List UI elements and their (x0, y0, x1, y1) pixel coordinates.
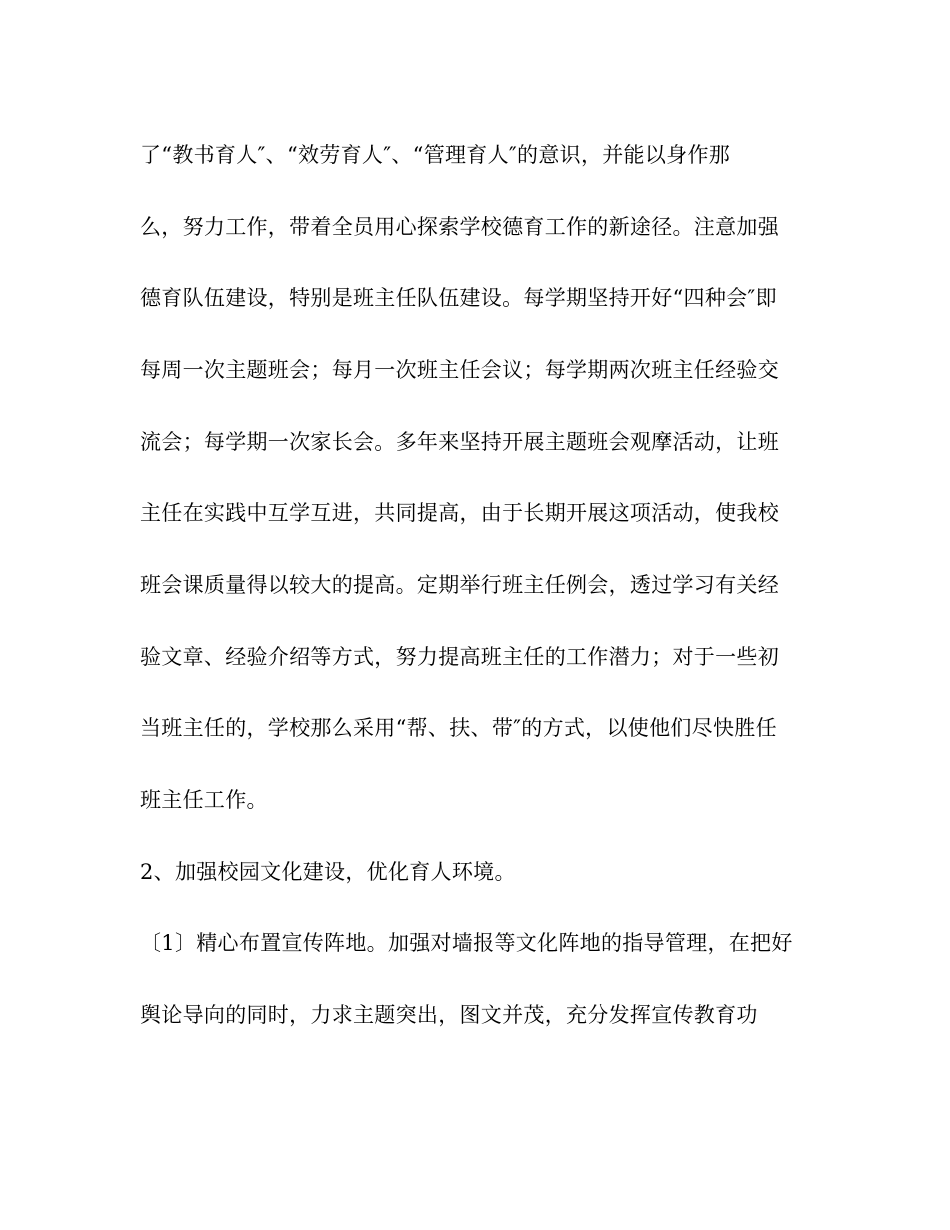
text-line-1: 了“教书育人″、“效劳育人″、“管理育人″的意识，并能以身作那 (140, 143, 731, 167)
text-line-2: 么，努力工作，带着全员用心探索学校德育工作的新途径。注意加强 (140, 215, 779, 239)
text-line-7: 班会课质量得以较大的提高。定期举行班主任例会，透过学习有关经 (140, 573, 779, 597)
text-line-13: 舆论导向的同时，力求主题突出，图文并茂，充分发挥宣传教育功 (140, 1003, 758, 1027)
text-line-6: 主任在实践中互学互进，共同提高，由于长期开展这项活动，使我校 (140, 501, 779, 525)
text-line-4: 每周一次主题班会；每月一次班主任会议；每学期两次班主任经验交 (140, 358, 779, 382)
text-line-3: 德育队伍建设，特别是班主任队伍建设。每学期坚持开好“四种会″即 (140, 286, 777, 310)
text-line-10: 班主任工作。 (140, 788, 268, 812)
section-heading: 2、加强校园文化建设，优化育人环境。 (140, 860, 516, 884)
text-line-9: 当班主任的，学校那么采用“帮、扶、带″的方式，以使他们尽快胜任 (140, 716, 777, 740)
text-line-12: 〔1〕精心布置宣传阵地。加强对墙报等文化阵地的指导管理，在把好 (140, 931, 793, 955)
text-line-8: 验文章、经验介绍等方式，努力提高班主任的工作潜力；对于一些初 (140, 645, 779, 669)
text-line-5: 流会；每学期一次家长会。多年来坚持开展主题班会观摩活动，让班 (140, 430, 779, 454)
